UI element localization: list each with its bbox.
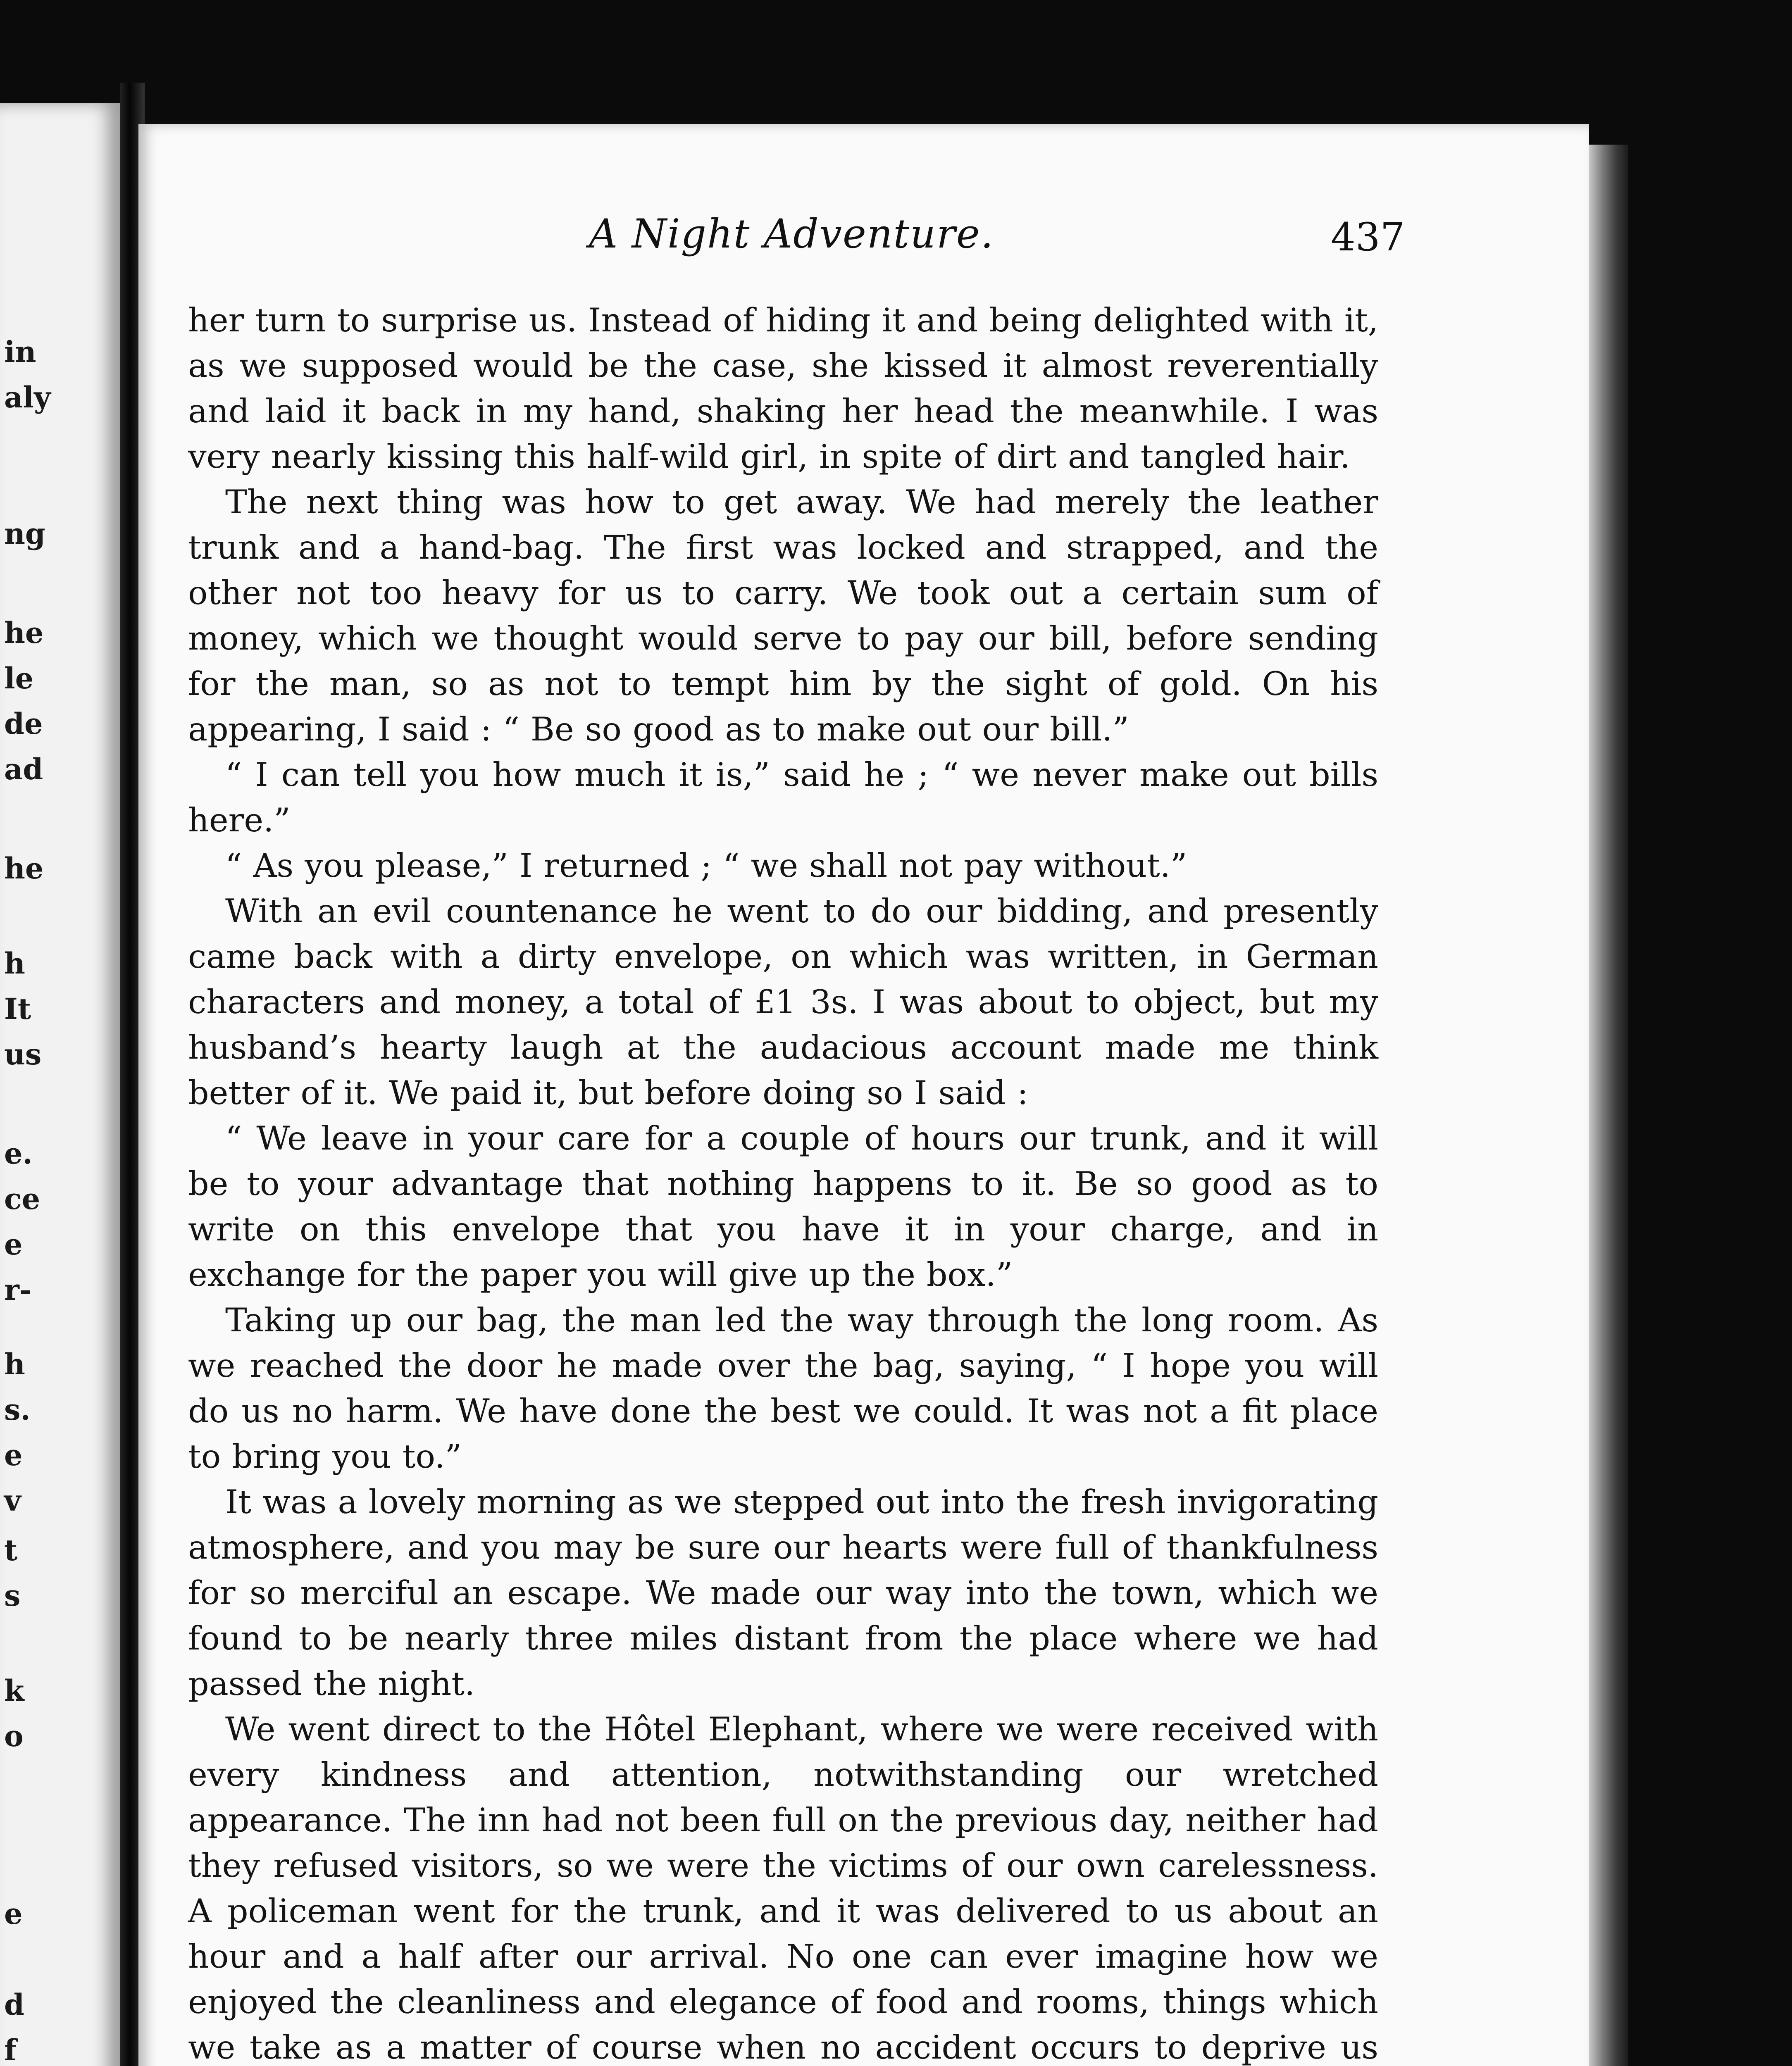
left-page-fragment: ng: [4, 516, 45, 551]
left-page-fragment: k: [4, 1673, 24, 1708]
left-page-fragment: e.: [4, 1136, 33, 1171]
left-page-fragment: s.: [4, 1392, 31, 1427]
left-page-fragment: le: [4, 661, 34, 695]
paragraph: It was a lovely morning as we stepped out into the fresh invigorating atmosphere, and you may be sure our hearts were full of thankfulness for so merciful an escape. We made our way into the town, which we found to be nearly three miles distant from the place where we had passed the night.: [188, 1483, 1378, 1703]
left-page-fragment: he: [4, 851, 44, 885]
left-page-fragment: he: [4, 616, 44, 650]
left-page-fragment: s: [4, 1578, 21, 1613]
left-page-fragment: us: [4, 1037, 42, 1071]
article-body: [188, 298, 1378, 2066]
paragraph: her turn to surprise us. Instead of hiding it and being delighted with it, as we supposed would be the case, she kissed it almost reverentially and laid it back in my hand, shaking her head the meanwhile. I was very nearly kissing this half-wild girl, in spite of dirt and tangled hair.: [188, 301, 1378, 476]
paragraph: “ I can tell you how much it is,” said he ; “ we never make out bills here.”: [188, 756, 1378, 839]
paragraph: With an evil countenance he went to do our bidding, and presently came back with a dirty envelope, on which was written, in German characters and money, a total of £1 3s. I was about to object, but my husband’s hearty laugh at the audacious account made me think better of it. We paid it, but before doing so I said :: [188, 892, 1378, 1112]
left-page-fragment: e: [4, 1897, 23, 1931]
left-page-fragment: d: [4, 1987, 24, 2022]
left-page-fragment: r-: [4, 1273, 31, 1307]
left-page-fragment: e: [4, 1438, 23, 1472]
paragraph: Taking up our bag, the man led the way through the long room. As we reached the door he made over the bag, saying, “ I hope you will do us no harm. We have done the best we could. It was not a fit place to bring you to.”: [188, 1301, 1378, 1476]
left-page-fragment: ce: [4, 1182, 41, 1216]
paragraph: The next thing was how to get away. We had merely the leather trunk and a hand-bag. The first was locked and strapped, and the other not too heavy for us to carry. We took out a certain sum of money, which we thought would serve to pay our bill, before sending for the man, so as not to tempt him by the sight of gold. On his appearing, I said : “ Be so good as to make out our bill.”: [188, 483, 1378, 748]
running-title: A Night Adventure.: [589, 211, 994, 257]
left-page-fragment: t: [4, 1533, 18, 1567]
paragraph: “ As you please,” I returned ; “ we shall not pay without.”: [225, 847, 1187, 885]
left-page-fragment: ad: [4, 752, 43, 786]
page-stack-edge: [1589, 145, 1628, 2066]
left-page-fragment: e: [4, 1227, 23, 1261]
left-page-fragment: It: [4, 992, 31, 1026]
left-page-fragment: de: [4, 707, 43, 741]
page-number: 437: [1331, 215, 1405, 260]
left-page-fragment: o: [4, 1719, 24, 1753]
paragraph: We went direct to the Hôtel Elephant, where we were received with every kindness and attention, notwithstanding our wretched appearance. The inn had not been full on the previous day, neither had they refused visitors, so we were the victims of our own carelessness. A policeman went for the trunk, and it was delivered to us about an hour and a half after our arrival. No one can ever imagine how we enjoyed the cleanliness and elegance of food and rooms, things which we take as a matter of course when no accident occurs to deprive us: [188, 1710, 1378, 2066]
left-page-fragment: h: [4, 946, 25, 981]
left-page-edge: [0, 103, 120, 2066]
book-page: [138, 124, 1589, 2066]
paragraph: “ We leave in your care for a couple of hours our trunk, and it will be to your advantage that nothing happens to it. Be so good as to write on this envelope that you have it in your charge, and in exchange for the paper you will give up the box.”: [188, 1119, 1378, 1294]
left-page-fragment: v: [4, 1483, 21, 1518]
left-page-fragment: h: [4, 1347, 25, 1381]
left-page-fragment: in: [4, 335, 36, 369]
page-header: [138, 202, 1589, 269]
left-page-fragment: f: [4, 2033, 17, 2066]
left-page-fragment: aly: [4, 380, 51, 414]
